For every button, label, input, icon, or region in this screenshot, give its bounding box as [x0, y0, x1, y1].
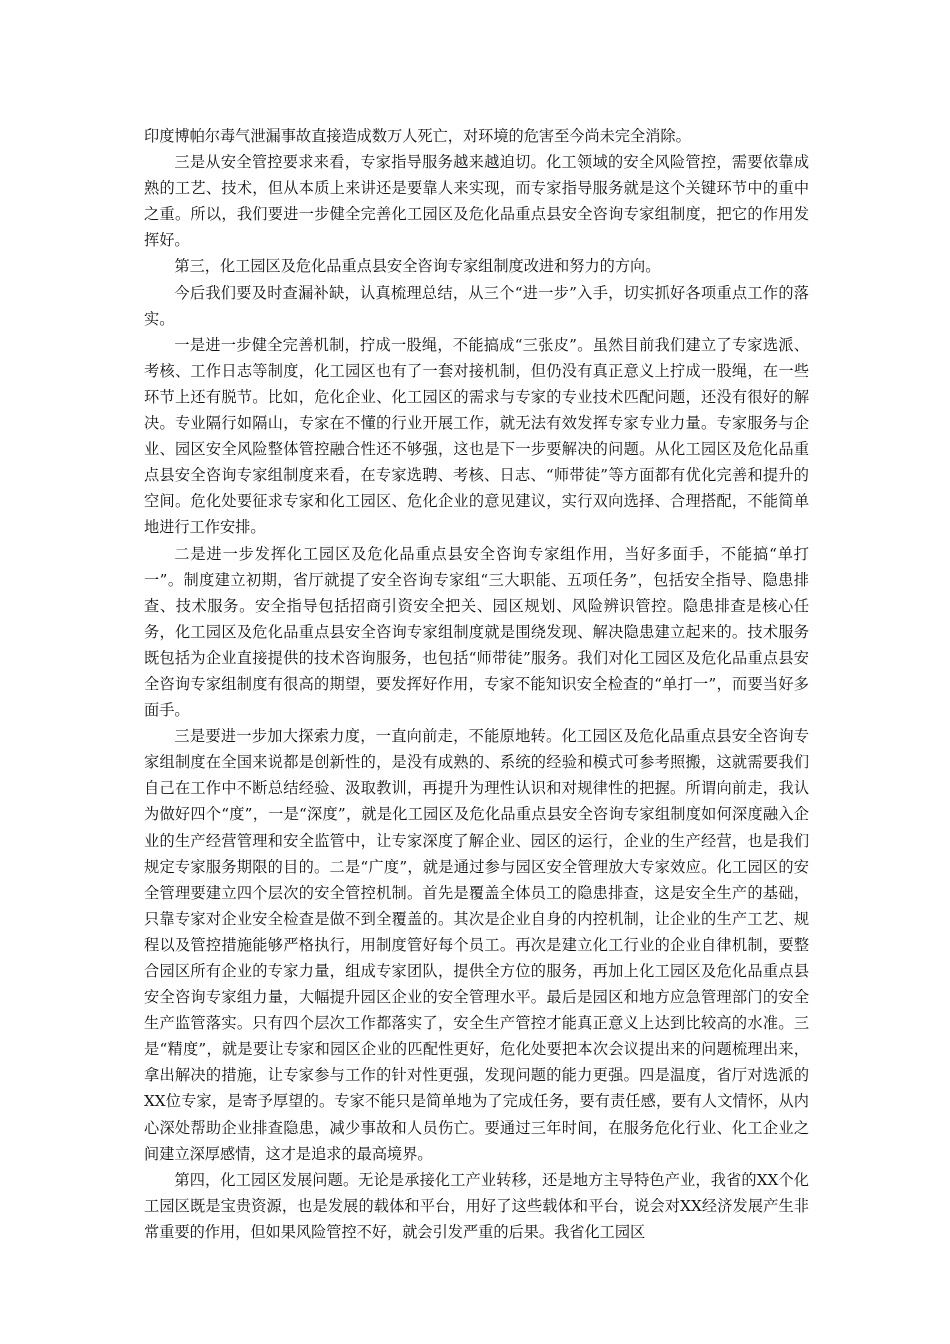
paragraph: 一是进一步健全完善机制，拧成一股绳，不能搞成“三张皮”。虽然目前我们建立了专家选派、考核、工作日志等制度，化工园区也有了一套对接机制，但仍没有真正意义上拧成一股绳，在一些环节上还有脱节。比如，危化企业、化工园区的需求与专家的专业技术匹配问题，还没有很好的解决。专业隔行如隔山，专家在不懂的行业开展工作，就无法有效发挥专家专业力量。专家服务与企业、园区安全风险整体管控融合性还不够强，这也是下一步要解决的问题。从化工园区及危化品重点县安全咨询专家组制度来看，在专家选聘、考核、日志、“师带徒”等方面都有优化完善和提升的空间。危化处要征求专家和化工园区、危化企业的意见建议，实行双向选择、合理搭配，不能简单地进行工作安排。 — [144, 335, 809, 537]
document-body — [144, 123, 809, 1245]
paragraph: 二是进一步发挥化工园区及危化品重点县安全咨询专家组作用，当好多面手，不能搞“单打一”。制度建立初期，省厅就提了安全咨询专家组“三大职能、五项任务”，包括安全指导、隐患排查、技术服务。安全指导包括招商引资安全把关、园区规划、风险辨识管控。隐患排查是核心任务，化工园区及危化品重点县安全咨询专家组制度就是围绕发现、解决隐患建立起来的。技术服务既包括为企业直接提供的技术咨询服务，也包括“师带徒”服务。我们对化工园区及危化品重点县安全咨询专家组制度有很高的期望，要发挥好作用，专家不能知识安全检查的“单打一”，而要当好多面手。 — [144, 544, 809, 720]
paragraph: 三是从安全管控要求来看，专家指导服务越来越迫切。化工领域的安全风险管控，需要依靠成熟的工艺、技术，但从本质上来讲还是要靠人来实现，而专家指导服务就是这个关键环节中的重中之重。所以，我们要进一步健全完善化工园区及危化品重点县安全咨询专家组制度，把它的作用发挥好。 — [144, 153, 809, 250]
paragraph: 第四，化工园区发展问题。无论是承接化工产业转移，还是地方主导特色产业，我省的XX个化工园区既是宝贵资源，也是发展的载体和平台，用好了这些载体和平台，说会对XX经济发展产生非常重要的作用，但如果风险管控不好，就会引发严重的后果。我省化工园区 — [144, 1170, 809, 1241]
paragraph: 今后我们要及时查漏补缺，认真梳理总结，从三个“进一步”入手，切实抓好各项重点工作的落实。 — [144, 283, 809, 328]
paragraph: 印度博帕尔毒气泄漏事故直接造成数万人死亡，对环境的危害至今尚未完全消除。 — [144, 127, 691, 145]
paragraph: 第三，化工园区及危化品重点县安全咨询专家组制度改进和努力的方向。 — [174, 257, 661, 276]
paragraph: 三是要进一步加大探索力度，一直向前走，不能原地转。化工园区及危化品重点县安全咨询专家组制度在全国来说都是创新性的，是没有成熟的、系统的经验和模式可参考照搬，这就需要我们自己在工作中不断总结经验、汲取教训，再提升为理性认识和对规律性的把握。所谓向前走，我认为做好四个“度”，一是“深度”，就是化工园区及危化品重点县安全咨询专家组制度如何深度融入企业的生产经营管理和安全监管中，让专家深度了解企业、园区的运行，企业的生产经营，也是我们规定专家服务期限的目的。二是“广度”，就是通过参与园区安全管理放大专家效应。化工园区的安全管理要建立四个层次的安全管控机制。首先是覆盖全体员工的隐患排查，这是安全生产的基础，只靠专家对企业安全检查是做不到全覆盖的。其次是企业自身的内控机制，让企业的生产工艺、规程以及管控措施能够严格执行，用制度管好每个员工。再次是建立化工行业的企业自律机制，要整合园区所有企业的专家力量，组成专家团队，提供全方位的服务，再加上化工园区及危化品重点县安全咨询专家组力量，大幅提升园区企业的安全管理水平。最后是园区和地方应急管理部门的安全生产监管落实。只有四个层次工作都落实了，安全生产管控才能真正意义上达到比较高的水准。三是“精度”，就是要让专家和园区企业的匹配性更好，危化处要把本次会议提出来的问题梳理出来，拿出解决的措施，让专家参与工作的针对性更强，发现问题的能力更强。四是温度，省厅对选派的XX位专家，是寄予厚望的。专家不能只是简单地为了完成任务，要有责任感，要有人文情怀，从内心深处帮助企业排查隐患，减少事故和人员伤亡。要通过三年时间，在服务危化行业、化工企业之间建立深厚感情，这才是追求的最高境界。 — [144, 727, 809, 1163]
